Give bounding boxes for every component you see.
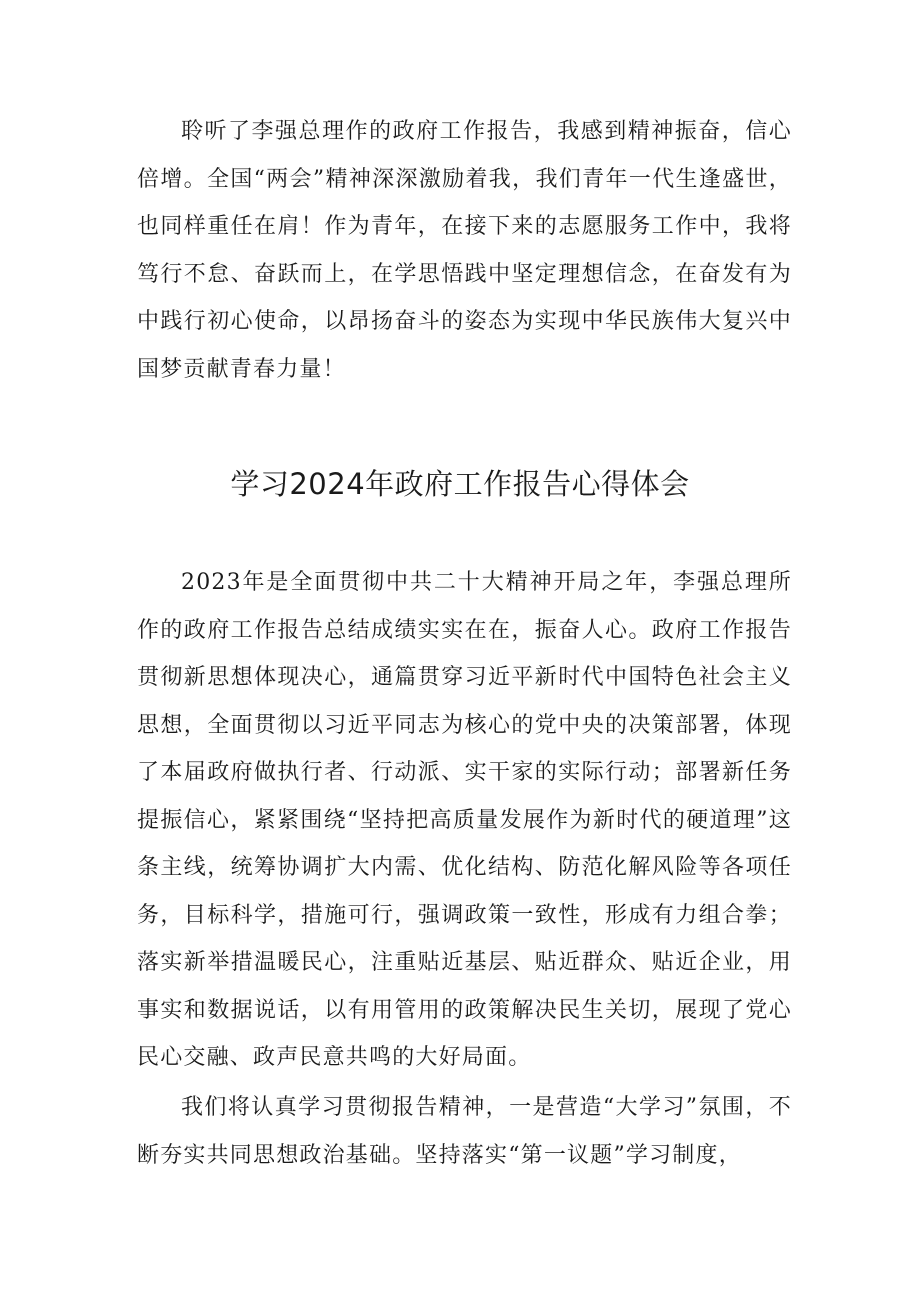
paragraph-body-2: 我们将认真学习贯彻报告精神，一是营造“大学习”氛围，不断夯实共同思想政治基础。坚持落实“第一议题”学习制度，: [137, 1095, 792, 1168]
document-title: 学习2024年政府工作报告心得体会: [230, 467, 690, 501]
paragraph-body-1: 2023年是全面贯彻中共二十大精神开局之年，李强总理所作的政府工作报告总结成绩实实在在，振奋人心。政府工作报告贯彻新思想体现决心，通篇贯穿习近平新时代中国特色社会主义思想，全面贯彻以习近平同志为核心的党中央的决策部署，体现了本届政府做执行者、行动派、实干家的实际行动；部署新任务提振信心，紧紧围绕“坚持把高质量发展作为新时代的硬道理”这条主线，统筹协调扩大内需、优化结构、防范化解风险等各项任务，目标科学，措施可行，强调政策一致性，形成有力组合拳；落实新举措温暖民心，注重贴近基层、贴近群众、贴近企业，用事实和数据说话，以有用管用的政策解决民生关切，展现了党心民心交融、政声民意共鸣的大好局面。: [137, 570, 792, 1070]
paragraph-intro: 聆听了李强总理作的政府工作报告，我感到精神振奋，信心倍增。全国“两会”精神深深激励着我，我们青年一代生逢盛世，也同样重任在肩！作为青年，在接下来的志愿服务工作中，我将笃行不怠、奋跃而上，在学思悟践中坚定理想信念，在奋发有为中践行初心使命，以昂扬奋斗的姿态为实现中华民族伟大复兴中国梦贡献青春力量！: [137, 119, 792, 382]
